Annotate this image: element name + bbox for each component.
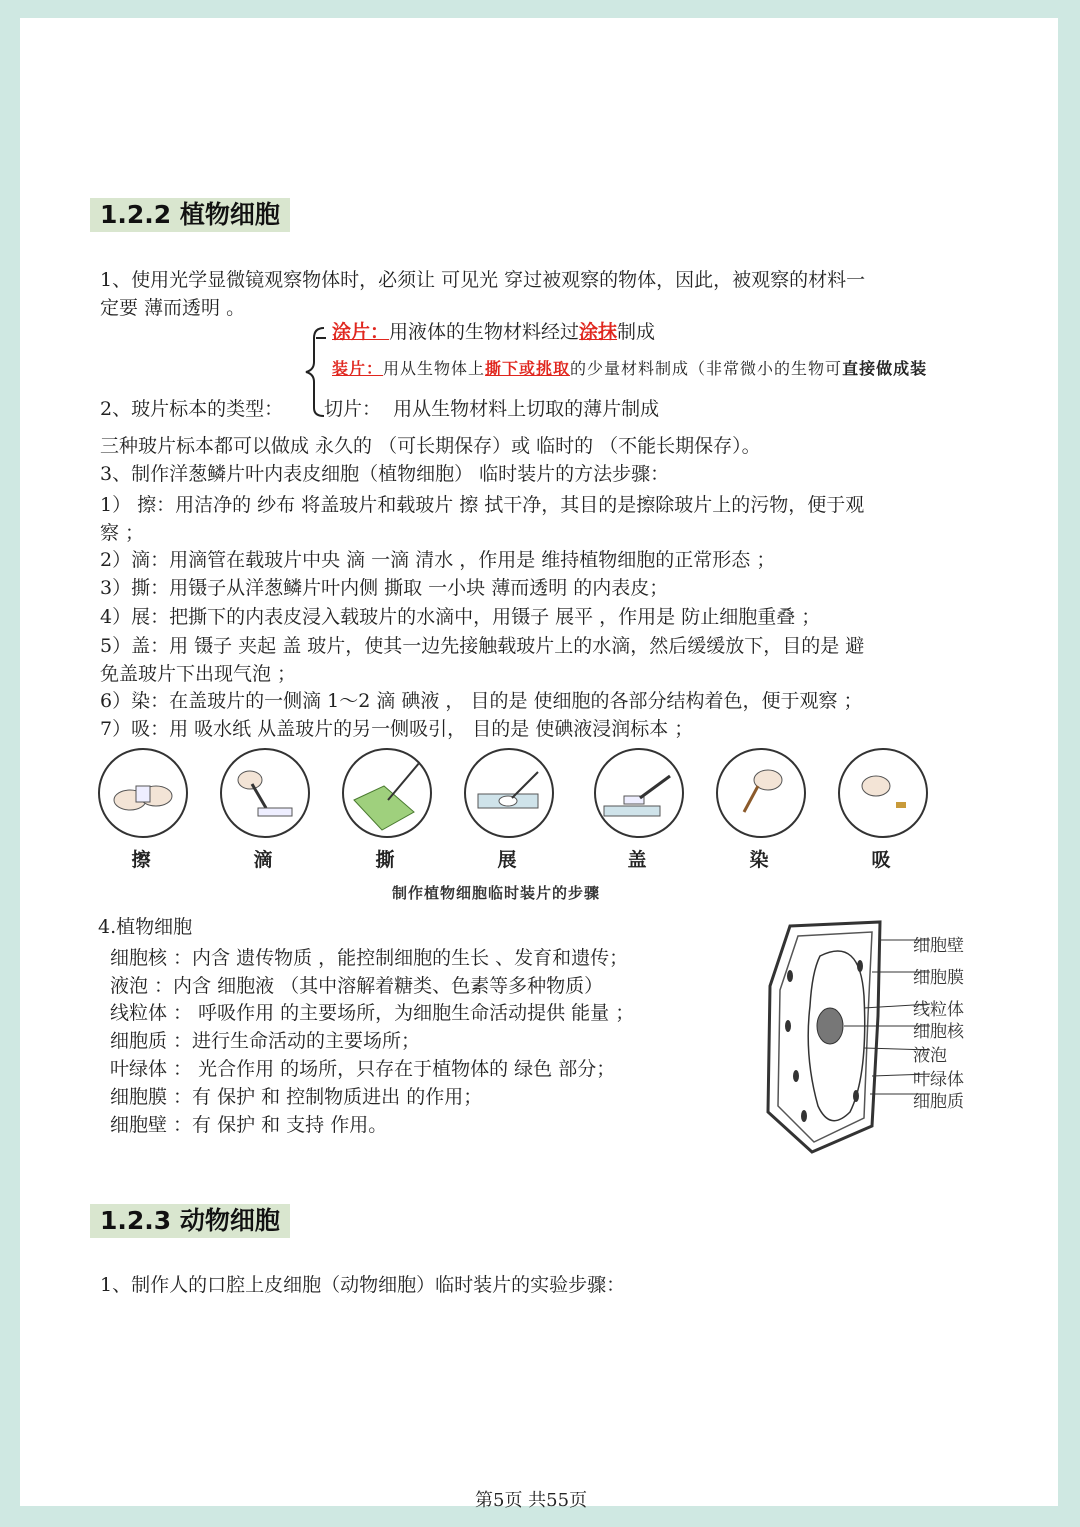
step-3: 3）撕：用镊子从洋葱鳞片叶内侧 撕取 一小块 薄而透明 的内表皮； [100, 577, 669, 599]
section-heading-plant-cell: 1.2.2 植物细胞 [90, 198, 290, 232]
mount-label: 装片： [332, 359, 384, 378]
section-heading-animal-cell: 1.2.3 动物细胞 [90, 1204, 290, 1238]
section-text: 用从生物材料上切取的薄片制成 [393, 398, 660, 420]
step-cover-image [594, 748, 684, 838]
diagram-label-cytoplasm: 细胞质 [913, 1092, 964, 1112]
smear-label: 涂片： [332, 321, 390, 343]
step-label-spread: 展 [497, 849, 517, 871]
step-tear-image [342, 748, 432, 838]
organelle-cytoplasm: 细胞质 ：进行生命活动的主要场所； [110, 1030, 421, 1052]
step-5-line2: 免盖玻片下出现气泡 ； [100, 663, 297, 685]
step-label-tear: 撕 [375, 849, 395, 871]
organelle-membrane: 细胞膜 ：有 保护 和 控制物质进出 的作用； [110, 1086, 483, 1108]
step-label-wipe: 擦 [131, 849, 151, 871]
step-wipe-image [98, 748, 188, 838]
diagram-label-cell-wall: 细胞壁 [913, 936, 964, 956]
step-label-drop: 滴 [253, 849, 273, 871]
organelle-mitochondria: 线粒体 ： 呼吸作用 的主要场所，为细胞生命活动提供 能量 ； [110, 1002, 635, 1024]
step-1-line2: 察 ； [100, 522, 145, 544]
section-label: 切片： [324, 398, 382, 420]
slide-types-label: 2、玻片标本的类型： [100, 398, 284, 420]
step-absorb-image [838, 748, 928, 838]
page-number: 第5页 共55页 [475, 1490, 588, 1511]
paragraph-microscope-line1: 1、使用光学显微镜观察物体时，必须让 可见光 穿过被观察的物体，因此，被观察的材料一 [100, 269, 866, 291]
paragraph-microscope-line2: 定要 薄而透明 。 [100, 297, 246, 319]
organelle-chloroplast: 叶绿体 ： 光合作用 的场所，只存在于植物体的 绿色 部分； [110, 1058, 616, 1080]
section-slice-line [324, 395, 659, 423]
step-7: 7）吸：用 吸水纸 从盖玻片的另一侧吸引， 目的是 使碘液浸润标本 ； [100, 718, 694, 740]
step-label-stain: 染 [749, 849, 769, 871]
paragraph-method-title: 3、制作洋葱鳞片叶内表皮细胞（植物细胞） 临时装片的方法步骤： [100, 463, 670, 485]
step-spread-image [464, 748, 554, 838]
plant-cell-title: 4.植物细胞 [98, 916, 193, 938]
organelle-wall: 细胞壁 ：有 保护 和 支持 作用。 [110, 1114, 388, 1136]
slide-types-line [100, 395, 283, 423]
organelle-vacuole: 液泡 ：内含 细胞液 （其中溶解着糖类、色素等多种物质） [110, 975, 604, 997]
step-4: 4）展：把撕下的内表皮浸入载玻片的水滴中，用镊子 展平 ，作用是 防止细胞重叠 ； [100, 606, 821, 628]
plant-cell-diagram [760, 916, 1010, 1161]
step-1-line1: 1） 擦：用洁净的 纱布 将盖玻片和载玻片 擦 拭干净，其目的是擦除玻片上的污物，便于观 [100, 494, 865, 516]
mount-line [332, 356, 927, 379]
mount-keyword: 撕下或挑取 [485, 359, 571, 378]
step-label-absorb: 吸 [871, 849, 891, 871]
smear-text-a: 用液体的生物材料经过 [389, 321, 580, 343]
step-stain-image [716, 748, 806, 838]
diagram-label-cell-membrane: 细胞膜 [913, 968, 964, 988]
step-6: 6）染：在盖玻片的一侧滴 1～2 滴 碘液 ， 目的是 使细胞的各部分结构着色，便于观察 ； [100, 690, 863, 712]
paragraph-permanent: 三种玻片标本都可以做成 永久的 （可长期保存）或 临时的 （不能长期保存）。 [100, 435, 761, 457]
paragraph-animal-steps: 1、制作人的口腔上皮细胞（动物细胞）临时装片的实验步骤： [100, 1274, 626, 1296]
smear-text-b: 制成 [617, 321, 656, 343]
diagram-label-vacuole: 液泡 [913, 1046, 947, 1066]
step-5-line1: 5）盖：用 镊子 夹起 盖 玻片，使其一边先接触载玻片上的水滴，然后缓缓放下，目的是 避 [100, 635, 865, 657]
smear-keyword: 涂抹 [579, 321, 618, 343]
step-label-cover: 盖 [627, 849, 647, 871]
step-drop-image [220, 748, 310, 838]
mount-text-c: 直接做成装 [842, 359, 928, 378]
diagram-label-chloroplast: 叶绿体 [913, 1070, 964, 1090]
figure-caption: 制作植物细胞临时装片的步骤 [392, 884, 601, 902]
mount-text-b: 的少量材料制成（非常微小的生物可 [570, 359, 843, 378]
diagram-label-nucleus: 细胞核 [913, 1022, 964, 1042]
smear-line [332, 318, 655, 346]
mount-text-a: 用从生物体上 [383, 359, 486, 378]
document-page [20, 18, 1058, 1511]
step-2: 2）滴：用滴管在载玻片中央 滴 一滴 清水 ，作用是 维持植物细胞的正常形态 ； [100, 549, 776, 571]
organelle-nucleus: 细胞核 ：内含 遗传物质 ，能控制细胞的生长 、发育和遗传； [110, 947, 629, 969]
diagram-label-mitochondria: 线粒体 [913, 1000, 964, 1020]
